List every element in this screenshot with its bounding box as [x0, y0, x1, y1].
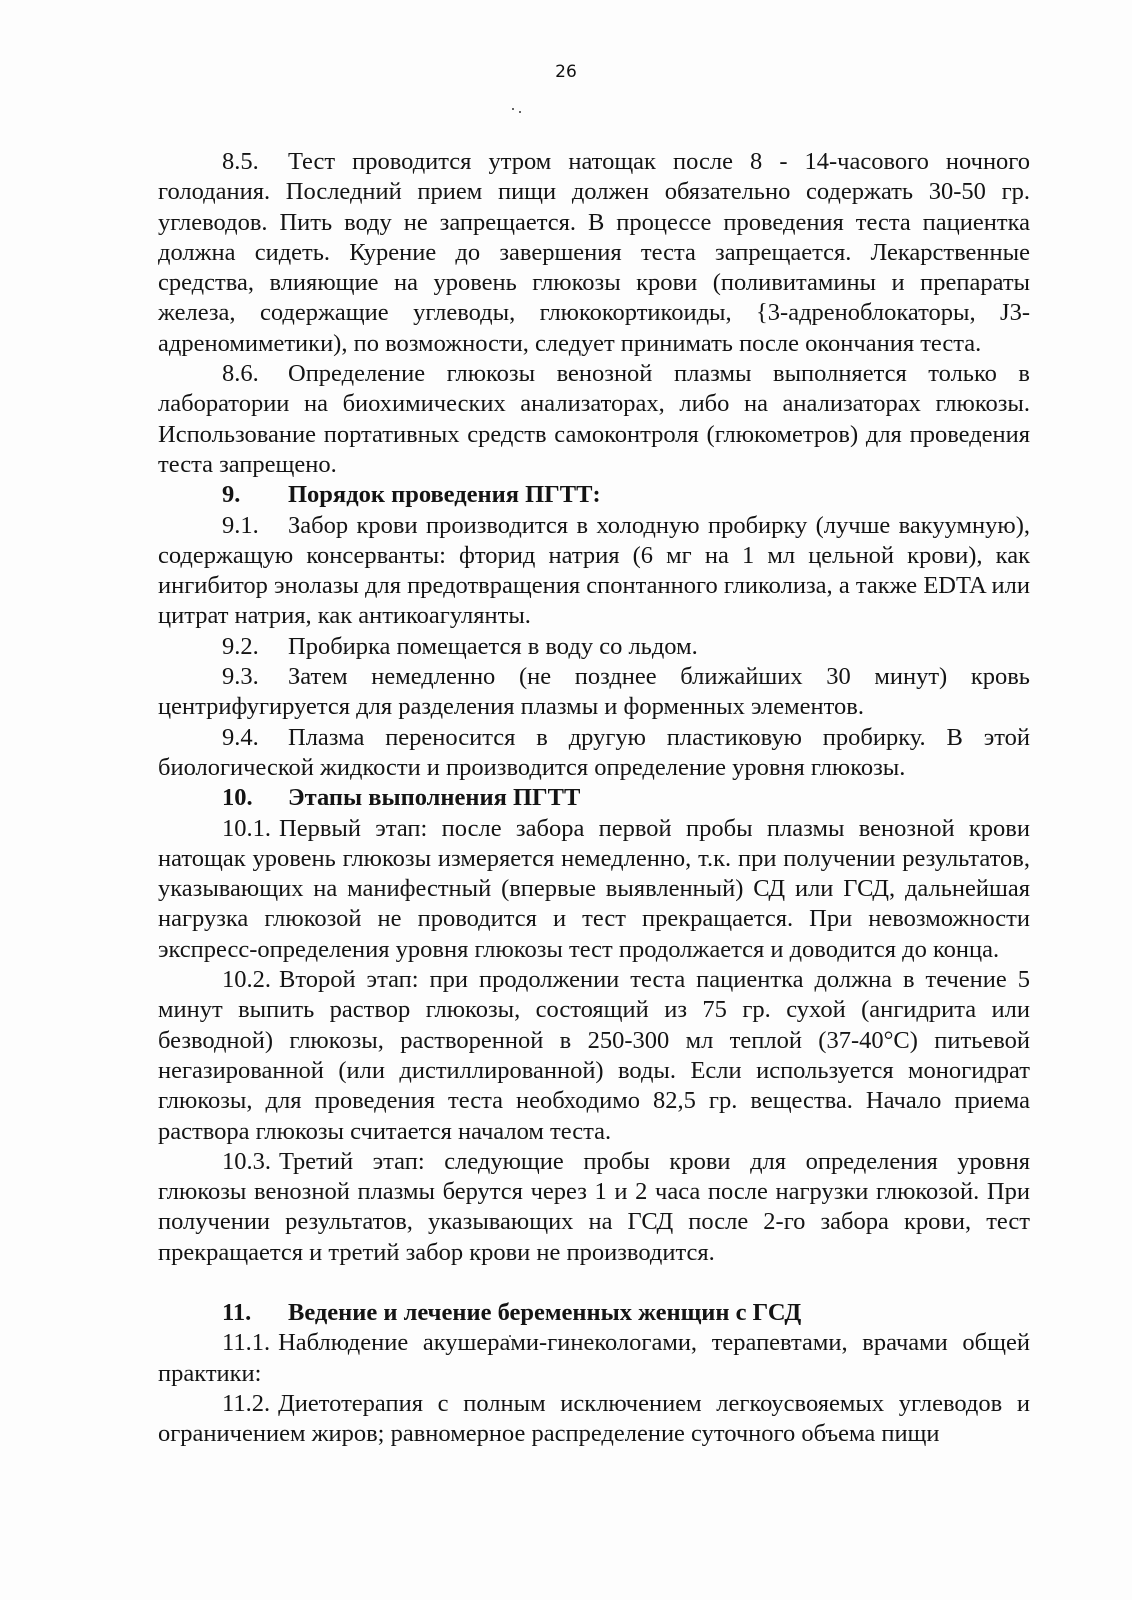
paragraph-text: Наблюдение акушерами-гинекологами, терапевтами, врачами общей практики: — [158, 1329, 1030, 1387]
paragraph-8-6 — [158, 359, 1030, 480]
paragraph-8-5 — [158, 147, 1030, 359]
item-number: 10.1. — [222, 814, 271, 842]
section-title: Этапы выполнения ПГТТ — [288, 784, 581, 812]
paragraph-text: Затем немедленно (не позднее ближайших 30 минут) кровь центрифугируется для разделения плазмы и форменных элементов. — [158, 663, 1030, 721]
scan-speck — [512, 108, 514, 110]
paragraph-text: Определение глюкозы венозной плазмы выполняется только в лаборатории на биохимических анализаторах, либо на анализаторах глюкозы. Использование портативных средств самоконтроля (глюкометров) для проведения теста запрещено. — [158, 360, 1030, 478]
item-number: 11.2. — [222, 1389, 271, 1417]
document-body — [158, 147, 1030, 1449]
paragraph-text: Диетотерапия с полным исключением легкоусвояемых углеводов и ограничением жиров; равномерное распределение суточного объема пищи — [158, 1389, 1030, 1448]
item-number: 8.5. — [222, 148, 259, 175]
paragraph-text: Пробирка помещается в воду со льдом. — [288, 632, 698, 660]
paragraph-10-2 — [158, 965, 1030, 1147]
paragraph-text: Забор крови производится в холодную пробирку (лучше вакуумную), содержащую консерванты: фторид натрия (6 мг на 1 мл цельной крови), как ингибитор энолазы для предотвращения спонтанного гликолиза, а также EDTA или цитрат натрия, как антикоагулянты. — [158, 511, 1030, 630]
scan-speck — [519, 111, 521, 113]
paragraph-text: Третий этап: следующие пробы крови для определения уровня глюкозы венозной плазмы берутся через 1 и 2 часа после нагрузки глюкозой. При получении результатов, указывающих на ГСД после 2-го забора крови, тест прекращается и третий забор крови не производится. — [158, 1147, 1030, 1266]
item-number: 10.3. — [222, 1147, 271, 1175]
paragraph-11-1 — [158, 1328, 1030, 1389]
item-number: 10.2. — [222, 966, 271, 994]
item-number: 9.4. — [222, 723, 259, 751]
item-number: 11.1. — [222, 1329, 271, 1357]
paragraph-9-1 — [158, 511, 1030, 632]
paragraph-text: Второй этап: при продолжении теста пациентка должна в течение 5 минут выпить раствор глюкозы, состоящий из 75 гр. сухой (ангидрита или безводной) глюкозы, растворенной в 250-300 мл теплой (37-40°С) питьевой негазированной (или дистиллированной) воды. Если используется моногидрат глюкозы, для проведения теста необходимо 82,5 гр. вещества. Начало приема раствора глюкозы считается началом теста. — [158, 966, 1030, 1145]
section-heading-9 — [158, 480, 1030, 510]
blank-line — [158, 1268, 1030, 1298]
section-heading-11 — [158, 1298, 1030, 1328]
paragraph-9-2 — [158, 632, 1030, 662]
page-number: 26 — [555, 62, 577, 82]
section-number: 10. — [222, 784, 253, 812]
paragraph-text: Первый этап: после забора первой пробы плазмы венозной крови натощак уровень глюкозы измеряется немедленно, т.к. при получении результатов, указывающих на манифестный (впервые выявленный) СД или ГСД, дальнейшая нагрузка глюкозой не проводится и тест прекращается. При невозможности экспресс-определения уровня глюкозы тест продолжается и доводится до конца. — [158, 814, 1030, 963]
section-title: Ведение и лечение беременных женщин с ГСД — [288, 1298, 802, 1326]
paragraph-text: Плазма переносится в другую пластиковую пробирку. В этой биологической жидкости и производится определение уровня глюкозы. — [158, 723, 1030, 781]
item-number: 9.3. — [222, 663, 259, 691]
paragraph-9-3 — [158, 662, 1030, 723]
section-number: 11. — [222, 1298, 252, 1326]
section-heading-10 — [158, 783, 1030, 813]
paragraph-text: Тест проводится утром натощак после 8 - 14-часового ночного голодания. Последний прием пищи должен обязательно содержать 30-50 гр. углеводов. Пить воду не запрещается. В процессе проведения теста пациентка должна сидеть. Курение до завершения теста запрещается. Лекарственные средства, влияющие на уровень глюкозы крови (поливитамины и препараты железа, содержащие углеводы, глюкокортикоиды, {3-адреноблокаторы, J3-адреномиметики), по возможности, следует принимать после окончания теста. — [158, 148, 1030, 357]
paragraph-10-3 — [158, 1147, 1030, 1268]
item-number: 9.2. — [222, 632, 259, 660]
section-number: 9. — [222, 481, 241, 509]
item-number: 8.6. — [222, 360, 259, 388]
item-number: 9.1. — [222, 511, 259, 539]
paragraph-10-1 — [158, 814, 1030, 965]
section-title: Порядок проведения ПГТТ: — [288, 481, 601, 509]
paragraph-11-2 — [158, 1389, 1030, 1450]
paragraph-9-4 — [158, 723, 1030, 784]
